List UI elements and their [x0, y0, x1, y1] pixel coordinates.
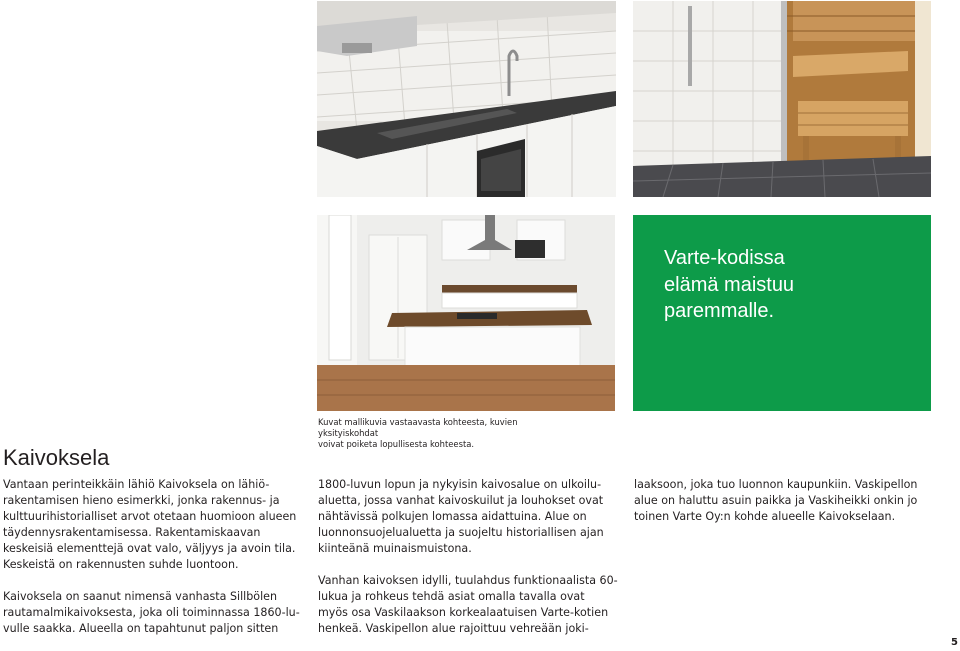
paragraph: Vantaan perinteikkäin lähiö Kaivoksela on lähiö-rakentamisen hieno esimerkki, jonka rakennus- ja kulttuurihistorialliset arvot otetaan huomioon alueen täydennysrakentamisessa. Rakentamiskaavan keskeisiä elementtejä ovat valo, väljyys ja avoin tila. Keskeistä on rakennusten suhde luontoon. — [3, 478, 297, 571]
page-number: 5 — [951, 637, 958, 648]
sauna-shower-photo — [633, 1, 931, 197]
image-caption — [318, 417, 578, 450]
slogan-line-1: Varte-kodissa — [664, 247, 785, 269]
paragraph: laaksoon, joka tuo luonnon kaupunkiin. Vaskipellon alue on haluttu asuin paikka ja Vaskiheikki onkin jo toinen Varte Oy:n kohde alueelle Kaivokselaan. — [634, 478, 918, 523]
slogan-line-3: paremmalle. — [664, 300, 775, 322]
kitchen-island-photo — [317, 215, 615, 411]
slogan — [664, 245, 904, 325]
text-column-2 — [318, 477, 618, 637]
caption-line-2: voivat poiketa lopullisesta kohteesta. — [318, 439, 475, 449]
paragraph: 1800-luvun lopun ja nykyisin kaivosalue on ulkoilu-aluetta, jossa vanhat kaivoskuilut ja louhokset ovat nähtävissä polkujen lomassa aidattuina. Alue on luonnonsuojelualuetta ja suojeltu historiallisen ajan kiinteänä muinaismuistona. — [318, 478, 604, 555]
text-column-3 — [634, 477, 934, 525]
caption-line-1: Kuvat mallikuvia vastaavasta kohteesta, kuvien yksityiskohdat — [318, 417, 518, 438]
slogan-box — [633, 215, 931, 411]
paragraph: Vanhan kaivoksen idylli, tuulahdus funktionaalista 60-lukua ja rohkeus tehdä asiat omalla tavalla ovat myös osa Vaskilaakson korkealaatuisen Varte-kotien henkeä. Vaskipellon alue rajoittuu vehreään joki- — [318, 574, 618, 635]
paragraph: Kaivoksela on saanut nimensä vanhasta Sillbölen rautamalmikaivoksesta, joka oli toiminnassa 1860-lu-vulle saakka. Alueella on tapahtunut paljon sitten — [3, 590, 300, 635]
section-heading: Kaivoksela — [3, 445, 110, 470]
slogan-line-2: elämä maistuu — [664, 273, 795, 296]
kitchen-countertop-photo — [317, 1, 616, 197]
text-column-1 — [3, 477, 303, 637]
